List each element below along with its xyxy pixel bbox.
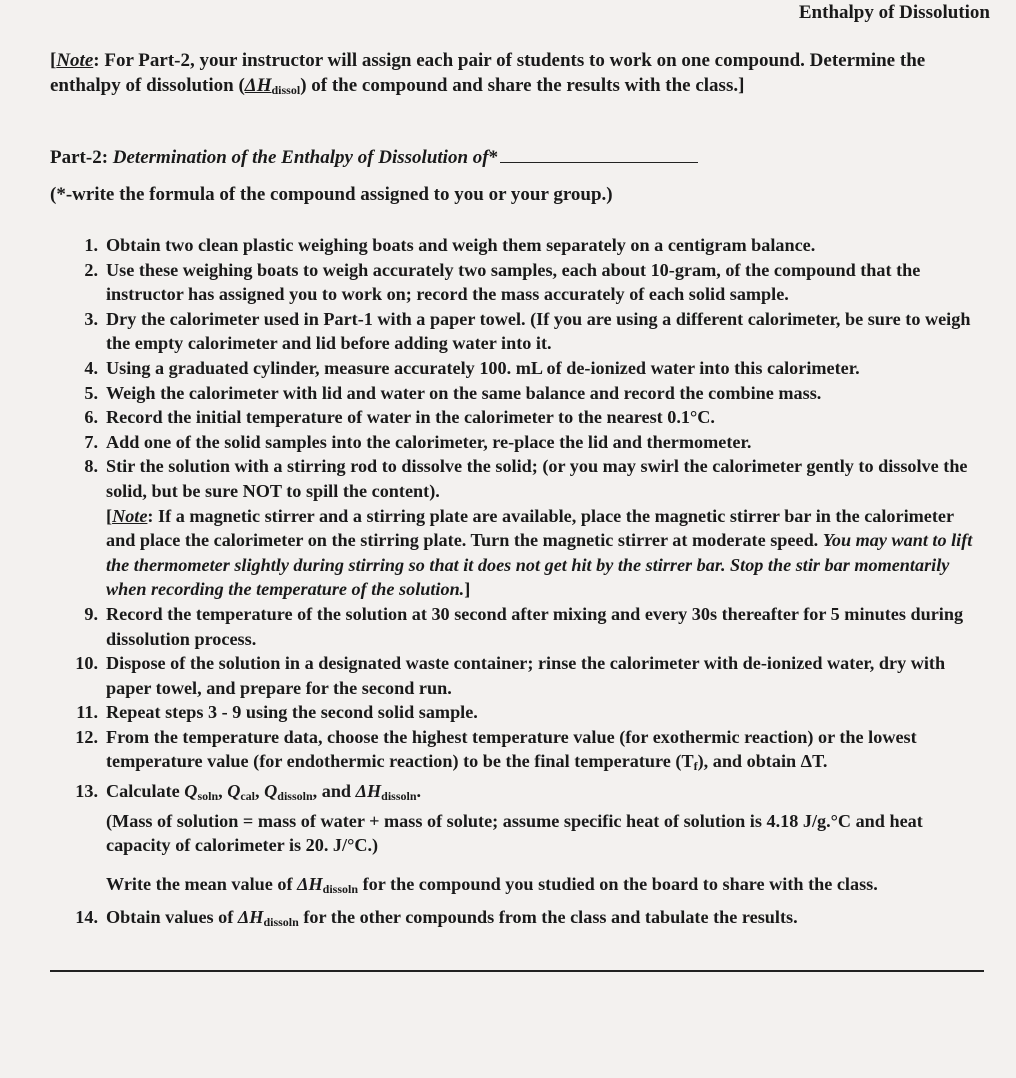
step13-assumptions: (Mass of solution = mass of water + mass of solute; assume specific heat of solution is 4.18 J/g.°C and heat capacity of calorimeter is 20. J/°C.) xyxy=(106,810,923,856)
list-item: 10. Dispose of the solution in a designated waste container; rinse the calorimeter with de-ionized water, dry with paper towel, and prepare for the second run. xyxy=(75,653,946,698)
list-item: 11. Repeat steps 3 - 9 using the second solid sample. xyxy=(76,702,478,723)
list-item: 7. Add one of the solid samples into the calorimeter, re-place the lid and thermometer. xyxy=(84,431,752,452)
list-item: 9. Record the temperature of the solution at 30 second after mixing and every 30s thereafter for 5 minutes during dissolution process. xyxy=(84,603,964,649)
list-item: 6. Record the initial temperature of water in the calorimeter to the nearest 0.1°C. xyxy=(84,407,715,428)
page-header-title: Enthalpy of Dissolution xyxy=(798,2,990,23)
list-item: 3. Dry the calorimeter used in Part-1 with a paper towel. (If you are using a different calorimeter, be sure to weigh the empty calorimeter and lid before adding water into it. xyxy=(84,308,971,354)
list-item: 12. From the temperature data, choose the highest temperature value (for exothermic reaction) or the lowest temperature value (for endothermic reaction) to be the final temperature $(T_f)$, and obtain ΔT. xyxy=(75,726,917,774)
list-item: 4. Using a graduated cylinder, measure accurately 100. mL of de-ionized water into this calorimeter. xyxy=(84,357,860,378)
part2-instruction: (*-write the formula of the compound assigned to you or your group.) xyxy=(50,184,613,205)
procedure-steps xyxy=(52,233,977,935)
assignment-note: [Note: For Part-2, your instructor will assign each pair of students to work on one compound. Determine the enthalpy of dissolution $(\Delta H_{dissol})$ of the compound and share the results with the class.] xyxy=(50,50,926,97)
note-label: Note xyxy=(56,50,94,71)
list-item: 13. Calculate $Q_{soln}$, $Q_{cal}$, $Q_{dissoln}$, and $\Delta H_{dissoln}$. xyxy=(75,781,422,804)
compound-blank-line xyxy=(500,146,698,163)
list-item: 14. Obtain values of $\Delta H_{dissoln}$ for the other compounds from the class and tabulate the results. xyxy=(75,907,798,930)
list-item: 2. Use these weighing boats to weigh accurately two samples, each about 10-gram, of the compound that the instructor has assigned you to work on; record the mass accurately of each solid sample. xyxy=(84,259,921,305)
list-item: 5. Weigh the calorimeter with lid and water on the same balance and record the combine mass. xyxy=(84,382,822,403)
list-item: 8. Stir the solution with a stirring rod to dissolve the solid; (or you may swirl the calorimeter gently to dissolve the solid, but be sure NOT to spill the content). xyxy=(84,456,968,501)
part2-heading: Part-2: Determination of the Enthalpy of Dissolution of* xyxy=(50,146,698,169)
step13-mean-instruction: Write the mean value of $\Delta H_{dissoln}$ for the compound you studied on the board to share with the class. xyxy=(106,873,878,896)
list-item: 1. Obtain two clean plastic weighing boats and weigh them separately on a centigram balance. xyxy=(84,235,816,255)
step8-note: [Note: If a magnetic stirrer and a stirring plate are available, place the magnetic stirrer bar in the calorimeter and place the calorimeter on the stirring plate. Turn the magnetic stirrer at moderate speed. You may want to lift the thermometer slightly during stirring so that it does not get hit by the stirrer bar. Stop the stir bar momentarily when recording the temperature of the solution.] xyxy=(106,505,973,600)
bottom-divider xyxy=(50,970,984,972)
